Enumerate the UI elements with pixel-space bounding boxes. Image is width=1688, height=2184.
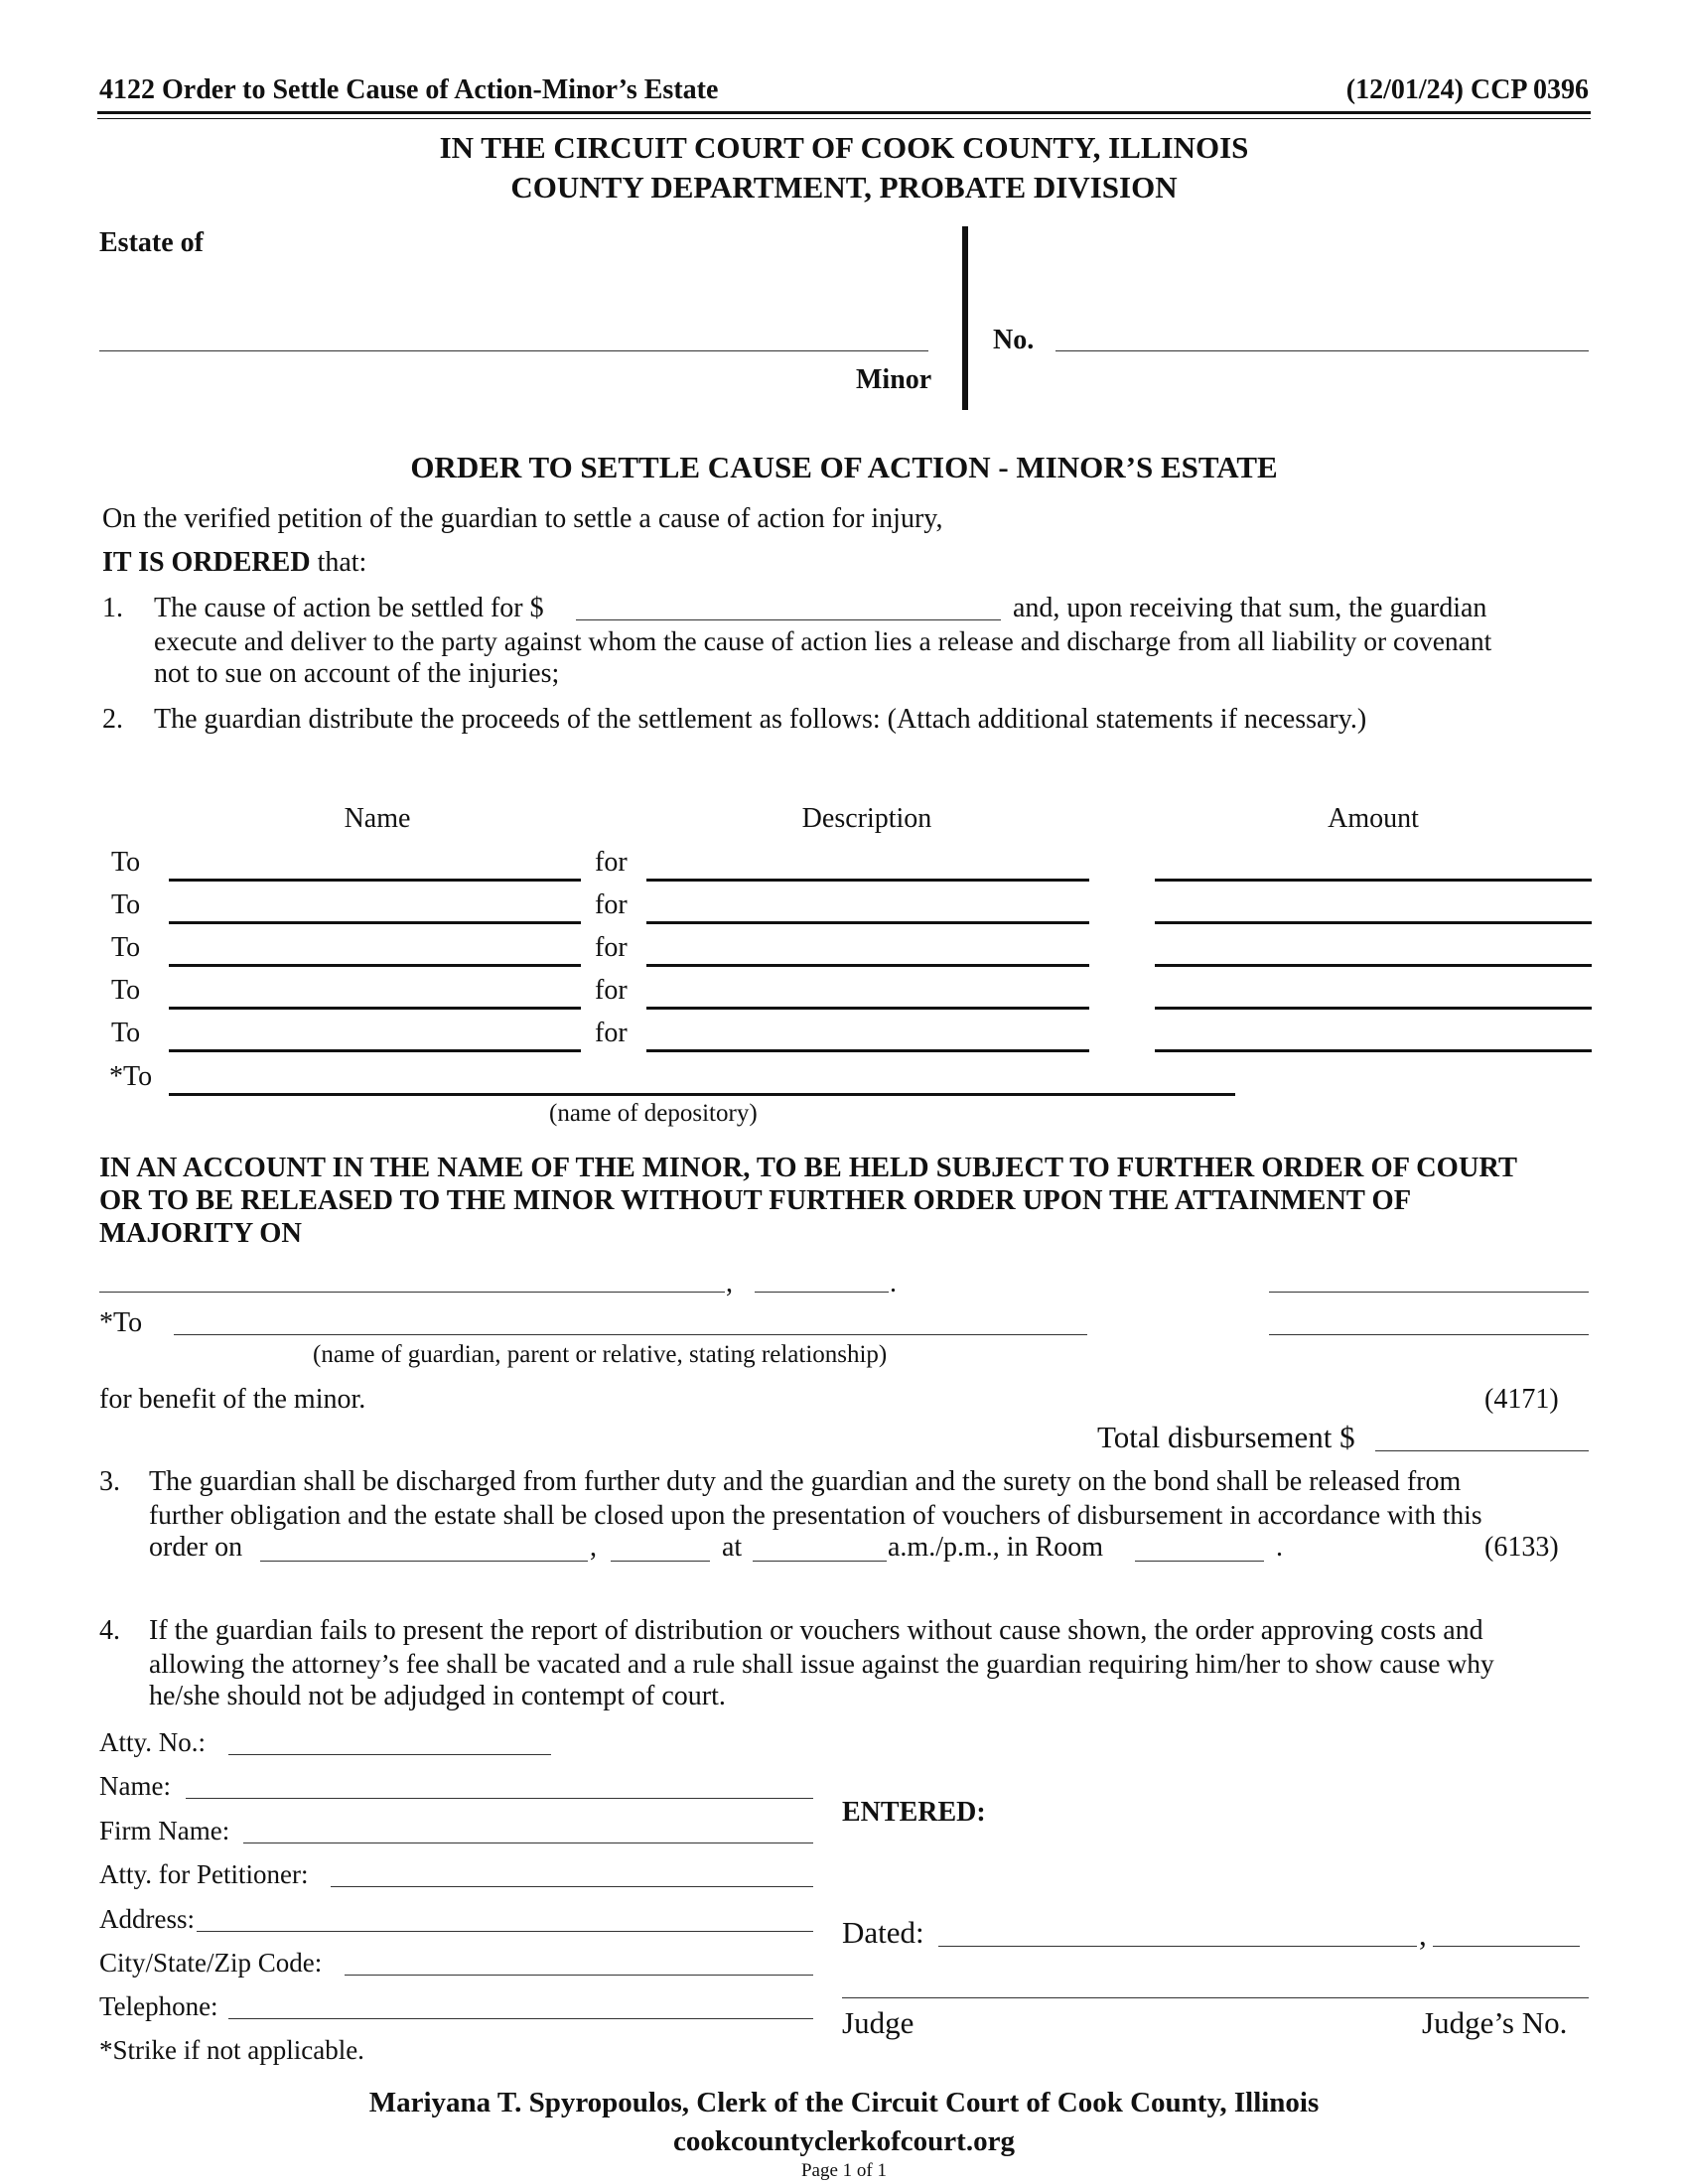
order-title: ORDER TO SETTLE CAUSE OF ACTION - MINOR’S ESTATE: [410, 450, 1278, 484]
benefit-text: for benefit of the minor.: [99, 1384, 366, 1415]
account-text-line-3: MAJORITY ON: [99, 1218, 302, 1249]
minor-name-line[interactable]: [99, 350, 928, 351]
header-rule-bottom: [97, 118, 1591, 119]
item4-line3: he/she should not be adjudged in contempt of court.: [149, 1681, 726, 1711]
row-amount-line[interactable]: [1155, 964, 1592, 967]
header-name: Name: [344, 803, 411, 834]
dated-comma: ,: [1419, 1917, 1427, 1952]
item4-line1: If the guardian fails to present the report of distribution or vouchers without cause shown, the order approving costs and: [149, 1615, 1483, 1646]
city-state-zip-line[interactable]: [345, 1975, 813, 1976]
item3-comma: ,: [590, 1532, 597, 1563]
item3-line2: further obligation and the estate shall be closed upon the presentation of vouchers of disbursement in accordance with this: [149, 1499, 1482, 1530]
footer-clerk: Mariyana T. Spyropoulos, Clerk of the Circuit Court of Cook County, Illinois: [368, 2087, 1320, 2118]
it-is-ordered-bold: IT IS ORDERED: [102, 547, 311, 578]
discharge-date-line[interactable]: [260, 1561, 588, 1562]
telephone-label: Telephone:: [99, 1991, 218, 2021]
header-amount: Amount: [1328, 803, 1419, 834]
discharge-year-line[interactable]: [611, 1561, 710, 1562]
row-for-label: for: [595, 847, 628, 878]
address-input[interactable]: [202, 1904, 806, 1930]
guardian-amount-line[interactable]: [1269, 1334, 1589, 1335]
row-for-label: for: [595, 1018, 628, 1048]
majority-comma: ,: [726, 1268, 733, 1298]
depository-to-label: *To: [109, 1061, 153, 1092]
item3-at: at: [722, 1532, 743, 1563]
case-no-input[interactable]: [1060, 320, 1577, 349]
depository-line[interactable]: [169, 1093, 1235, 1096]
total-disbursement-input[interactable]: [1380, 1422, 1584, 1449]
item1-line3: not to sue on account of the injuries;: [154, 658, 560, 689]
row-name-line[interactable]: [169, 879, 581, 882]
dated-line[interactable]: [938, 1946, 1417, 1947]
item4-line2: allowing the attorney’s fee shall be vacated and a rule shall issue against the guardian requiring him/her to show cause why: [149, 1648, 1494, 1679]
benefit-code: (4171): [1484, 1384, 1559, 1415]
row-description-line[interactable]: [646, 1007, 1089, 1010]
depository-caption: (name of depository): [549, 1100, 758, 1127]
header-rule-top: [97, 111, 1591, 114]
item3-number: 3.: [99, 1466, 120, 1497]
item3-period: .: [1276, 1532, 1283, 1563]
majority-period: .: [890, 1268, 897, 1298]
item1-part1: The cause of action be settled for $: [154, 593, 544, 623]
row-to-label: To: [111, 847, 141, 878]
row-to-label: To: [111, 1018, 141, 1048]
row-description-line[interactable]: [646, 964, 1089, 967]
majority-amount-line[interactable]: [1269, 1292, 1589, 1293]
row-to-label: To: [111, 932, 141, 963]
item1-line2: execute and deliver to the party against whom the cause of action lies a release and discharge from all liability or covenant: [154, 625, 1492, 656]
telephone-line[interactable]: [228, 2018, 813, 2019]
guardian-to-label: *To: [99, 1307, 143, 1338]
guardian-caption: (name of guardian, parent or relative, stating relationship): [313, 1341, 888, 1368]
footer-page-number: Page 1 of 1: [800, 2160, 887, 2181]
atty-name-input[interactable]: [191, 1771, 806, 1797]
dated-year-line[interactable]: [1433, 1946, 1580, 1947]
item3-order-on: order on: [149, 1532, 243, 1563]
item3-code: (6133): [1484, 1532, 1559, 1563]
total-disbursement-line[interactable]: [1375, 1450, 1589, 1451]
minor-label: Minor: [856, 364, 932, 395]
firm-name-input[interactable]: [248, 1816, 806, 1842]
atty-no-line[interactable]: [228, 1754, 551, 1755]
city-state-zip-input[interactable]: [350, 1948, 806, 1974]
case-no-line[interactable]: [1055, 350, 1589, 351]
item4-number: 4.: [99, 1615, 120, 1646]
row-amount-line[interactable]: [1155, 879, 1592, 882]
row-for-label: for: [595, 889, 628, 920]
row-amount-line[interactable]: [1155, 1049, 1592, 1052]
account-text-line-2: OR TO BE RELEASED TO THE MINOR WITHOUT FURTHER ORDER UPON THE ATTAINMENT OF: [99, 1185, 1412, 1216]
header-description: Description: [801, 803, 932, 834]
item1-number: 1.: [102, 593, 123, 623]
row-name-line[interactable]: [169, 964, 581, 967]
item2-text: The guardian distribute the proceeds of the settlement as follows: (Attach additional statements if necessary.): [154, 704, 1367, 735]
total-disbursement-label: Total disbursement $: [1097, 1420, 1355, 1454]
row-description-line[interactable]: [646, 1049, 1089, 1052]
minor-name-input[interactable]: [103, 320, 917, 349]
row-to-label: To: [111, 889, 141, 920]
row-description-line[interactable]: [646, 921, 1089, 924]
address-label: Address:: [99, 1904, 195, 1934]
atty-no-label: Atty. No.:: [99, 1727, 206, 1757]
estate-of-label: Estate of: [99, 227, 204, 258]
row-name-line[interactable]: [169, 921, 581, 924]
majority-date-line[interactable]: [99, 1292, 725, 1293]
it-is-ordered-rest: that:: [310, 547, 367, 578]
row-amount-line[interactable]: [1155, 921, 1592, 924]
strike-note: *Strike if not applicable.: [99, 2035, 364, 2065]
address-line[interactable]: [197, 1931, 813, 1932]
majority-year-line[interactable]: [755, 1292, 889, 1293]
entered-label: ENTERED:: [842, 1797, 986, 1828]
row-name-line[interactable]: [169, 1049, 581, 1052]
settlement-amount-input[interactable]: [580, 590, 993, 617]
case-no-label: No.: [993, 325, 1035, 355]
row-description-line[interactable]: [646, 879, 1089, 882]
row-to-label: To: [111, 975, 141, 1006]
atty-for-petitioner-line[interactable]: [331, 1886, 813, 1887]
firm-name-label: Firm Name:: [99, 1816, 230, 1845]
row-for-label: for: [595, 975, 628, 1006]
item2-number: 2.: [102, 704, 123, 735]
intro-text: On the verified petition of the guardian to settle a cause of action for injury,: [102, 503, 943, 534]
court-line-2: COUNTY DEPARTMENT, PROBATE DIVISION: [510, 170, 1178, 205]
judge-signature-line[interactable]: [842, 1997, 1589, 1998]
judge-no-label: Judge’s No.: [1422, 2005, 1568, 2040]
atty-name-label: Name:: [99, 1771, 171, 1801]
form-title: 4122 Order to Settle Cause of Action-Minor’s Estate: [99, 74, 719, 105]
atty-name-line[interactable]: [186, 1798, 813, 1799]
dated-input[interactable]: [943, 1916, 1410, 1944]
form-code: (12/01/24) CCP 0396: [1345, 74, 1589, 105]
caption-divider: [962, 226, 968, 410]
court-line-1: IN THE CIRCUIT COURT OF COOK COUNTY, ILLINOIS: [439, 130, 1249, 165]
footer-website[interactable]: cookcountyclerkofcourt.org: [673, 2125, 1015, 2157]
account-text-line-1: IN AN ACCOUNT IN THE NAME OF THE MINOR, TO BE HELD SUBJECT TO FURTHER ORDER OF COURT: [99, 1153, 1518, 1183]
atty-no-input[interactable]: [232, 1727, 545, 1753]
settlement-amount-line[interactable]: [576, 619, 1001, 620]
discharge-room-line[interactable]: [1135, 1561, 1264, 1562]
row-amount-line[interactable]: [1155, 1007, 1592, 1010]
city-state-zip-label: City/State/Zip Code:: [99, 1948, 323, 1978]
dated-label: Dated:: [842, 1915, 924, 1950]
item3-line1: The guardian shall be discharged from further duty and the guardian and the surety on the bond shall be released from: [149, 1466, 1462, 1497]
item3-ampm: a.m./p.m., in Room: [888, 1532, 1103, 1563]
telephone-input[interactable]: [233, 1991, 806, 2017]
item1-part2: and, upon receiving that sum, the guardian: [1013, 593, 1487, 623]
guardian-name-line[interactable]: [174, 1334, 1087, 1335]
row-name-line[interactable]: [169, 1007, 581, 1010]
row-for-label: for: [595, 932, 628, 963]
atty-for-petitioner-input[interactable]: [336, 1859, 806, 1885]
judge-label: Judge: [842, 2005, 914, 2040]
atty-for-petitioner-label: Atty. for Petitioner:: [99, 1859, 309, 1889]
it-is-ordered: [102, 546, 366, 579]
discharge-time-line[interactable]: [753, 1561, 887, 1562]
